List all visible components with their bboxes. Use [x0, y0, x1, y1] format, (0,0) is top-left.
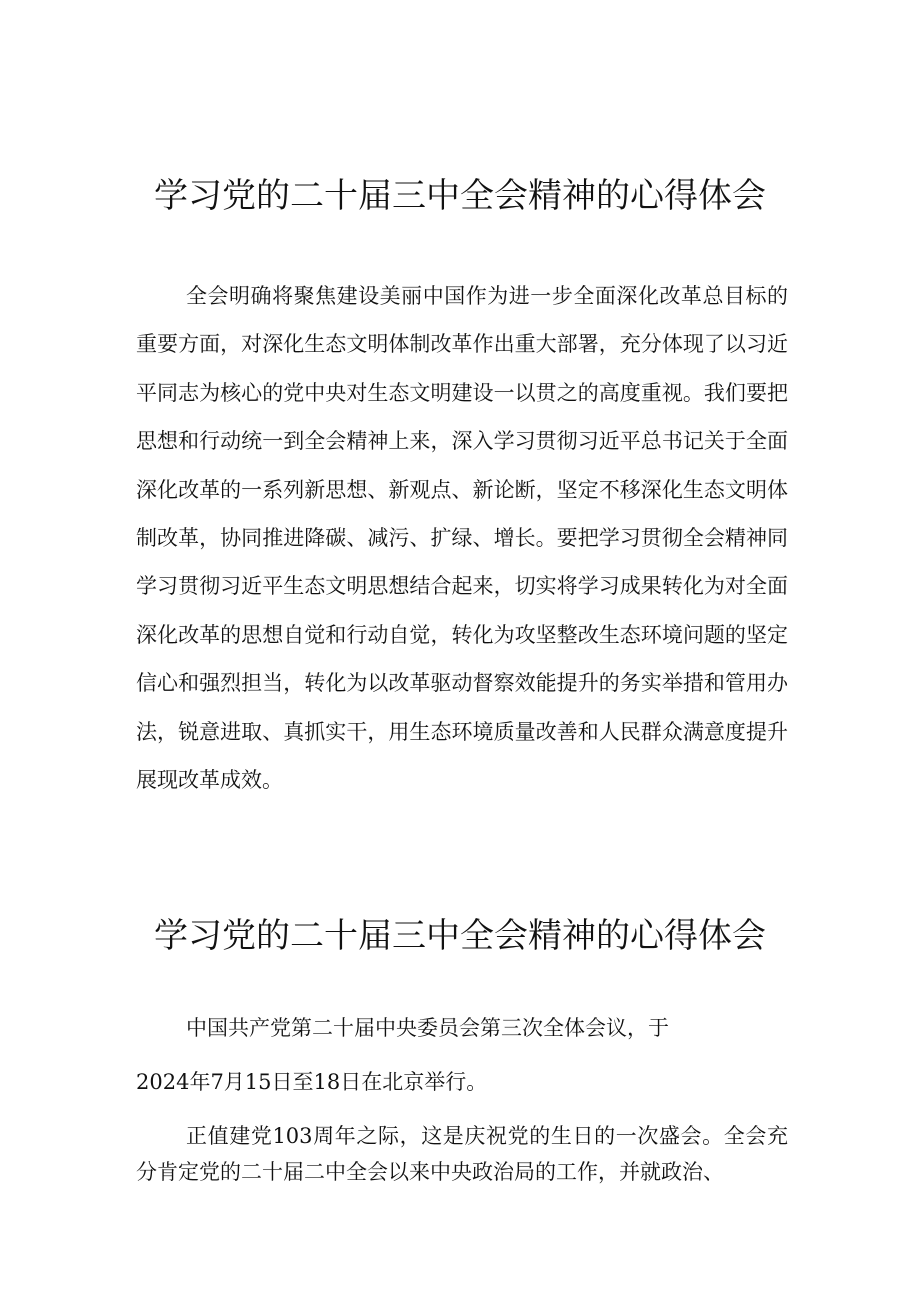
- section-1-title: 学习党的二十届三中全会精神的心得体会: [154, 176, 766, 216]
- section-2-paragraph-1-line-2: 2024年7月15日至18日在北京举行。: [136, 1070, 488, 1094]
- section-2-title: 学习党的二十届三中全会精神的心得体会: [154, 916, 766, 956]
- section-2-paragraph-1-line-1: 中国共产党第二十届中央委员会第三次全体会议，于: [186, 1016, 669, 1040]
- section-1-paragraph: 全会明确将聚焦建设美丽中国作为进一步全面深化改革总目标的重要方面，对深化生态文明体制改革作出重大部署，充分体现了以习近平同志为核心的党中央对生态文明建设一以贯之的高度重视。我们要把思想和行动统一到全会精神上来，深入学习贯彻习近平总书记关于全面深化改革的一系列新思想、新观点、新论断，坚定不移深化生态文明体制改革，协同推进降碳、减污、扩绿、增长。要把学习贯彻全会精神同学习贯彻习近平生态文明思想结合起来，切实将学习成果转化为对全面深化改革的思想自觉和行动自觉，转化为攻坚整改生态环境问题的坚定信心和强烈担当，转化为以改革驱动督察效能提升的务实举措和管用办法，锐意进取、真抓实干，用生态环境质量改善和人民群众满意度提升展现改革成效。: [136, 284, 788, 793]
- section-2-paragraph-2: 正值建党103周年之际，这是庆祝党的生日的一次盛会。全会充分肯定党的二十届二中全会以来中央政治局的工作，并就政治、: [136, 1124, 788, 1184]
